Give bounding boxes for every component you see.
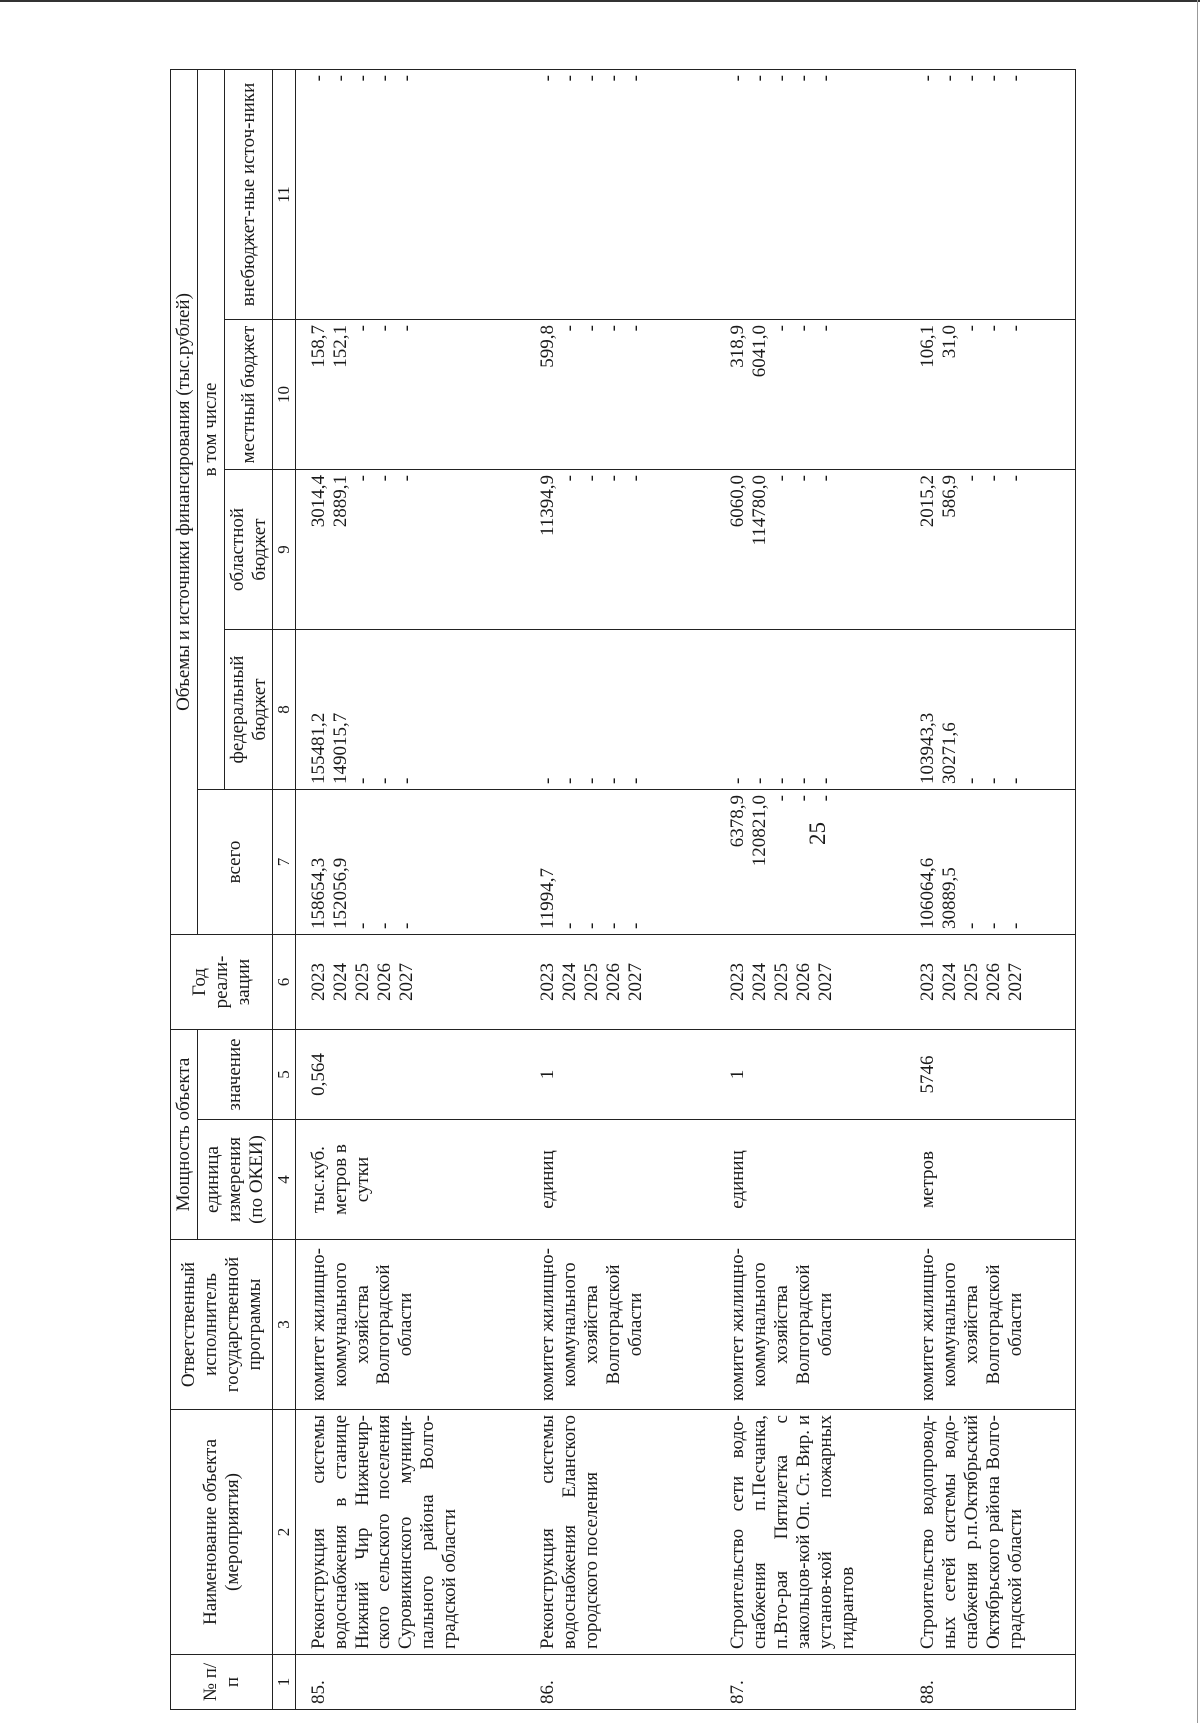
table-row	[905, 69, 1075, 1709]
amount: -	[983, 922, 1005, 929]
amount: -	[559, 922, 581, 929]
value: 1	[715, 1030, 905, 1120]
col-num: 11	[273, 69, 296, 319]
unit: единиц	[525, 1120, 715, 1240]
year: 2023	[307, 963, 329, 1001]
amount: -	[373, 777, 395, 784]
amount: 11394,9	[537, 475, 559, 537]
local-values	[715, 320, 905, 470]
amount: -	[771, 74, 793, 82]
col-num: 5	[273, 1030, 296, 1120]
year: 2026	[983, 963, 1005, 1001]
regional-values	[525, 470, 715, 630]
object-name: Реконструкция системы водоснабжения Еланского городского поселения	[525, 1410, 715, 1655]
object-name: Строительство водопровод-ных сетей системы водо-снабжения р.п.Октябрьский Октябрьского района Волго-градской области	[905, 1410, 1075, 1655]
row-number: 85.	[295, 1655, 525, 1710]
amount: -	[1005, 777, 1027, 784]
amount: -	[373, 922, 395, 929]
amount: 149015,7	[329, 712, 351, 784]
amount: 106,1	[917, 325, 939, 368]
amount: -	[961, 777, 983, 784]
header-local: местный бюджет	[224, 320, 273, 470]
amount: -	[961, 922, 983, 929]
amount: -	[983, 74, 1005, 82]
header-including: в том числе	[197, 69, 224, 789]
total-values	[715, 790, 905, 935]
amount: -	[581, 777, 603, 784]
year: 2024	[939, 963, 961, 1001]
amount: -	[603, 922, 625, 929]
year: 2025	[351, 963, 373, 1001]
col-num: 10	[273, 320, 296, 470]
regional-values	[905, 470, 1075, 630]
unit: тыс.куб. метров в сутки	[295, 1120, 525, 1240]
header-power: Мощность объекта	[171, 1030, 198, 1240]
col-num: 4	[273, 1120, 296, 1240]
regional-values	[715, 470, 905, 630]
scan-right-border	[1197, 0, 1198, 1723]
year: 2027	[395, 963, 417, 1001]
table-row	[715, 69, 905, 1709]
amount: -	[395, 74, 417, 82]
page-number: 25	[805, 822, 830, 845]
amount: 158,7	[307, 325, 329, 368]
amount: 30271,6	[939, 722, 961, 784]
row-number: 88.	[905, 1655, 1075, 1710]
amount: 103943,3	[917, 712, 939, 784]
year: 2026	[793, 963, 815, 1001]
header-year: Год реали-зации	[171, 935, 273, 1030]
amount: 114780,0	[749, 475, 771, 546]
amount: -	[815, 795, 837, 802]
amount: -	[793, 325, 815, 332]
value: 1	[525, 1030, 715, 1120]
amount: 586,9	[939, 475, 961, 518]
amount: -	[603, 777, 625, 784]
extrabudget-values	[525, 69, 715, 319]
amount: -	[939, 74, 961, 82]
amount: -	[603, 475, 625, 482]
amount: 120821,0	[749, 795, 771, 867]
amount: 155481,2	[307, 712, 329, 784]
amount: -	[625, 74, 647, 82]
table-row	[525, 69, 715, 1709]
year: 2024	[749, 963, 771, 1001]
local-values	[295, 320, 525, 470]
amount: -	[581, 325, 603, 332]
scan-top-border	[0, 0, 1200, 2]
amount: -	[815, 74, 837, 82]
year: 2026	[603, 963, 625, 1001]
year: 2025	[771, 963, 793, 1001]
header-value: значение	[197, 1030, 273, 1120]
amount: 6060,0	[727, 475, 749, 528]
amount: -	[1005, 325, 1027, 332]
amount: -	[537, 777, 559, 784]
amount: -	[1005, 74, 1027, 82]
amount: 599,8	[537, 325, 559, 368]
amount: 30889,5	[939, 867, 961, 929]
extrabudget-values	[905, 69, 1075, 319]
year: 2025	[581, 963, 603, 1001]
amount: -	[351, 475, 373, 482]
amount: -	[351, 777, 373, 784]
amount: 6041,0	[749, 325, 771, 378]
amount: 152056,9	[329, 857, 351, 929]
header-unit: единица измерения (по ОКЕИ)	[197, 1120, 273, 1240]
row-number: 86.	[525, 1655, 715, 1710]
amount: -	[961, 74, 983, 82]
amount: -	[625, 325, 647, 332]
object-name: Реконструкция системы водоснабжения в станице Нижний Чир Нижнечир-ского сельского поселения Суровикинского муници-пального района Волго-градской области	[295, 1410, 525, 1655]
header-regional: областной бюджет	[224, 470, 273, 630]
amount: -	[373, 74, 395, 82]
year: 2025	[961, 963, 983, 1001]
year: 2024	[329, 963, 351, 1001]
years	[715, 935, 905, 1030]
amount: -	[961, 475, 983, 482]
year: 2027	[815, 963, 837, 1001]
local-values	[525, 320, 715, 470]
amount: -	[581, 475, 603, 482]
year: 2023	[537, 963, 559, 1001]
amount: 6378,9	[727, 795, 749, 848]
amount: -	[559, 777, 581, 784]
unit: единиц	[715, 1120, 905, 1240]
amount: -	[395, 325, 417, 332]
amount: 152,1	[329, 325, 351, 368]
amount: -	[727, 777, 749, 784]
year: 2023	[917, 963, 939, 1001]
amount: -	[815, 475, 837, 482]
value: 0,564	[295, 1030, 525, 1120]
amount: 3014,4	[307, 475, 329, 528]
amount: -	[961, 325, 983, 332]
table-row	[295, 69, 525, 1709]
amount: -	[603, 325, 625, 332]
total-values	[295, 790, 525, 935]
col-num: 7	[273, 790, 296, 935]
header-total: всего	[197, 790, 273, 935]
amount: -	[815, 325, 837, 332]
federal-values	[905, 630, 1075, 790]
amount: -	[1005, 922, 1027, 929]
amount: 158654,3	[307, 857, 329, 929]
amount: -	[373, 325, 395, 332]
col-num: 3	[273, 1240, 296, 1410]
amount: -	[917, 74, 939, 82]
amount: -	[351, 325, 373, 332]
total-values	[525, 790, 715, 935]
amount: -	[581, 922, 603, 929]
amount: -	[793, 475, 815, 482]
total-values	[905, 790, 1075, 935]
amount: -	[749, 777, 771, 784]
extrabudget-values	[295, 69, 525, 319]
year: 2026	[373, 963, 395, 1001]
year: 2023	[727, 963, 749, 1001]
table-body	[295, 69, 1075, 1709]
amount: -	[625, 777, 647, 784]
rotated-table-sheet	[170, 70, 1070, 1710]
amount: -	[815, 777, 837, 784]
amount: 2015,2	[917, 475, 939, 528]
amount: -	[771, 777, 793, 784]
amount: -	[727, 74, 749, 82]
amount: -	[559, 475, 581, 482]
year: 2024	[559, 963, 581, 1001]
amount: -	[395, 777, 417, 784]
row-number: 87.	[715, 1655, 905, 1710]
amount: -	[793, 795, 815, 802]
col-num: 8	[273, 630, 296, 790]
amount: -	[983, 325, 1005, 332]
header-no: № п/п	[171, 1655, 273, 1710]
amount: 31,0	[939, 325, 961, 359]
amount: -	[559, 325, 581, 332]
amount: -	[625, 475, 647, 482]
amount: 106064,6	[917, 857, 939, 929]
header-federal: федеральный бюджет	[224, 630, 273, 790]
amount: -	[771, 325, 793, 332]
amount: -	[559, 74, 581, 82]
object-name: Строительство сети водо-снабжения п.Песчанка, п.Вто-рая Пятилетка с закольцов-кой Оп. Ст. Вир. и установ-кой пожарных гидрантов	[715, 1410, 905, 1655]
amount: -	[537, 74, 559, 82]
extrabudget-values	[715, 69, 905, 319]
year: 2027	[625, 963, 647, 1001]
years	[905, 935, 1075, 1030]
responsible: комитет жилищно-коммунального хозяйства Волгоградской области	[715, 1240, 905, 1410]
amount: -	[793, 74, 815, 82]
federal-values	[715, 630, 905, 790]
col-num: 6	[273, 935, 296, 1030]
amount: -	[1005, 475, 1027, 482]
responsible: комитет жилищно-коммунального хозяйства Волгоградской области	[295, 1240, 525, 1410]
amount: -	[771, 475, 793, 482]
amount: -	[793, 777, 815, 784]
years	[525, 935, 715, 1030]
col-num: 1	[273, 1655, 296, 1710]
responsible: комитет жилищно-коммунального хозяйства Волгоградской области	[525, 1240, 715, 1410]
amount: -	[749, 74, 771, 82]
federal-values	[525, 630, 715, 790]
local-values	[905, 320, 1075, 470]
responsible: комитет жилищно-коммунального хозяйства Волгоградской области	[905, 1240, 1075, 1410]
amount: 318,9	[727, 325, 749, 368]
col-num: 2	[273, 1410, 296, 1655]
amount: -	[395, 922, 417, 929]
amount: -	[329, 74, 351, 82]
amount: -	[373, 475, 395, 482]
funding-table	[170, 69, 1076, 1710]
amount: 2889,1	[329, 475, 351, 528]
amount: -	[983, 475, 1005, 482]
amount: -	[603, 74, 625, 82]
amount: -	[351, 74, 373, 82]
regional-values	[295, 470, 525, 630]
unit: метров	[905, 1120, 1075, 1240]
value: 5746	[905, 1030, 1075, 1120]
amount: -	[771, 795, 793, 802]
amount: -	[625, 922, 647, 929]
amount: -	[395, 475, 417, 482]
amount: -	[983, 777, 1005, 784]
year: 2027	[1005, 963, 1027, 1001]
federal-values	[295, 630, 525, 790]
header-responsible: Ответственный исполнитель государственной программы	[171, 1240, 273, 1410]
col-num: 9	[273, 470, 296, 630]
header-name: Наименование объекта (мероприятия)	[171, 1410, 273, 1655]
amount: 11994,7	[537, 867, 559, 929]
years	[295, 935, 525, 1030]
amount: -	[581, 74, 603, 82]
header-funding: Объемы и источники финансирования (тыс.рублей)	[171, 69, 198, 934]
header-extrabudget: внебюджет-ные источ-ники	[224, 69, 273, 319]
amount: -	[351, 922, 373, 929]
amount: -	[307, 74, 329, 82]
